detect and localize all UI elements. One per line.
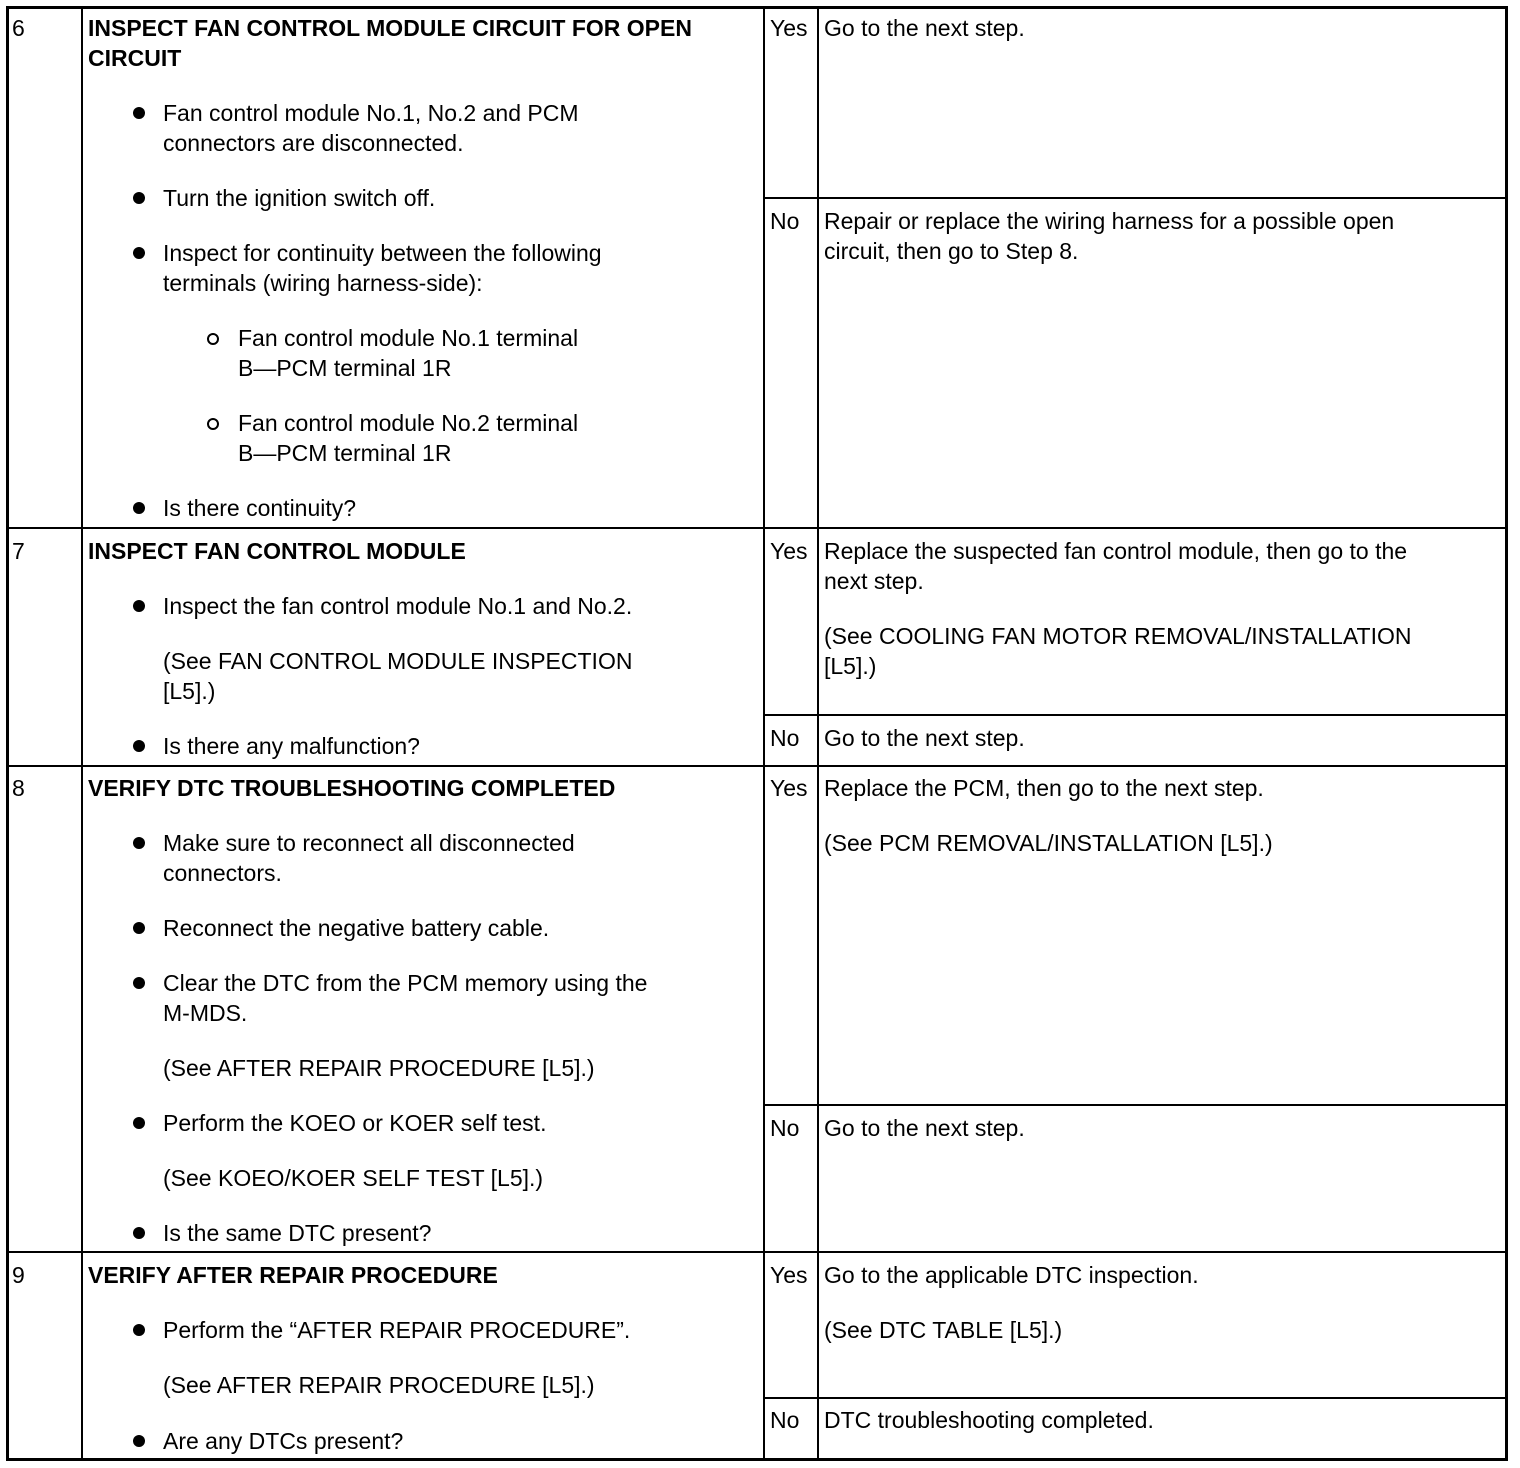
- row-divider: [7, 527, 1507, 529]
- list-item: Are any DTCs present?: [163, 1428, 404, 1454]
- list-item: Is there any malfunction?: [163, 733, 420, 759]
- bullet-icon: [133, 600, 145, 612]
- sub-item: Fan control module No.2 terminal: [238, 410, 579, 436]
- row-divider: [7, 1251, 1507, 1253]
- bullet-icon: [133, 192, 145, 204]
- step-title: INSPECT FAN CONTROL MODULE: [88, 538, 466, 564]
- sub-bullet-icon: [207, 333, 219, 345]
- bullet-icon: [133, 922, 145, 934]
- reference-note: (See COOLING FAN MOTOR REMOVAL/INSTALLATION: [824, 623, 1412, 649]
- yes-action: Replace the PCM, then go to the next step.: [824, 775, 1264, 801]
- reference-note: [L5].): [824, 653, 877, 679]
- yes-no-divider: [764, 1104, 1507, 1106]
- step-title: INSPECT FAN CONTROL MODULE CIRCUIT FOR OPEN: [88, 15, 692, 41]
- list-item: Make sure to reconnect all disconnected: [163, 830, 575, 856]
- sub-bullet-icon: [207, 418, 219, 430]
- no-action: Go to the next step.: [824, 1115, 1025, 1141]
- list-item: M-MDS.: [163, 1000, 248, 1026]
- list-item: Turn the ignition switch off.: [163, 185, 436, 211]
- yes-action: Replace the suspected fan control module, then go to the: [824, 538, 1408, 564]
- no-action: circuit, then go to Step 8.: [824, 238, 1079, 264]
- no-label: No: [770, 725, 800, 751]
- list-item: connectors are disconnected.: [163, 130, 464, 156]
- yes-action: Go to the next step.: [824, 15, 1025, 41]
- bullet-icon: [133, 977, 145, 989]
- yes-label: Yes: [770, 538, 808, 564]
- bullet-icon: [133, 837, 145, 849]
- no-label: No: [770, 1407, 800, 1433]
- column-divider: [81, 7, 83, 1459]
- yes-action: Go to the applicable DTC inspection.: [824, 1262, 1199, 1288]
- sub-item: Fan control module No.1 terminal: [238, 325, 579, 351]
- yes-no-divider: [764, 197, 1507, 199]
- yes-label: Yes: [770, 775, 808, 801]
- reference-note: (See AFTER REPAIR PROCEDURE [L5].): [163, 1372, 595, 1398]
- yes-label: Yes: [770, 1262, 808, 1288]
- no-action: Repair or replace the wiring harness for a possible open: [824, 208, 1395, 234]
- bullet-icon: [133, 247, 145, 259]
- reference-note: (See DTC TABLE [L5].): [824, 1317, 1063, 1343]
- row-divider: [7, 765, 1507, 767]
- bullet-icon: [133, 1117, 145, 1129]
- step-number: 6: [12, 15, 25, 41]
- reference-note: (See FAN CONTROL MODULE INSPECTION: [163, 648, 633, 674]
- list-item: connectors.: [163, 860, 282, 886]
- list-item: Perform the “AFTER REPAIR PROCEDURE”.: [163, 1317, 631, 1343]
- bullet-icon: [133, 740, 145, 752]
- column-divider: [817, 7, 819, 1459]
- column-divider: [763, 7, 765, 1459]
- bullet-icon: [133, 502, 145, 514]
- sub-item: B—PCM terminal 1R: [238, 355, 452, 381]
- yes-label: Yes: [770, 15, 808, 41]
- bullet-icon: [133, 107, 145, 119]
- no-action: DTC troubleshooting completed.: [824, 1407, 1154, 1433]
- list-item: Inspect for continuity between the following: [163, 240, 602, 266]
- step-number: 7: [12, 538, 25, 564]
- step-number: 9: [12, 1262, 25, 1288]
- reference-note: (See KOEO/KOER SELF TEST [L5].): [163, 1165, 544, 1191]
- yes-no-divider: [764, 714, 1507, 716]
- step-title: CIRCUIT: [88, 45, 182, 71]
- bullet-icon: [133, 1435, 145, 1447]
- yes-no-divider: [764, 1397, 1507, 1399]
- list-item: Is there continuity?: [163, 495, 357, 521]
- list-item: Fan control module No.1, No.2 and PCM: [163, 100, 579, 126]
- reference-note: [L5].): [163, 678, 216, 704]
- step-title: VERIFY DTC TROUBLESHOOTING COMPLETED: [88, 775, 616, 801]
- reference-note: (See PCM REMOVAL/INSTALLATION [L5].): [824, 830, 1273, 856]
- list-item: Perform the KOEO or KOER self test.: [163, 1110, 547, 1136]
- list-item: Reconnect the negative battery cable.: [163, 915, 550, 941]
- reference-note: (See AFTER REPAIR PROCEDURE [L5].): [163, 1055, 595, 1081]
- no-label: No: [770, 1115, 800, 1141]
- list-item: Clear the DTC from the PCM memory using the: [163, 970, 648, 996]
- step-title: VERIFY AFTER REPAIR PROCEDURE: [88, 1262, 498, 1288]
- no-label: No: [770, 208, 800, 234]
- step-number: 8: [12, 775, 25, 801]
- list-item: Is the same DTC present?: [163, 1220, 432, 1246]
- no-action: Go to the next step.: [824, 725, 1025, 751]
- bullet-icon: [133, 1324, 145, 1336]
- sub-item: B—PCM terminal 1R: [238, 440, 452, 466]
- list-item: Inspect the fan control module No.1 and No.2.: [163, 593, 633, 619]
- bullet-icon: [133, 1227, 145, 1239]
- list-item: terminals (wiring harness-side):: [163, 270, 483, 296]
- yes-action: next step.: [824, 568, 924, 594]
